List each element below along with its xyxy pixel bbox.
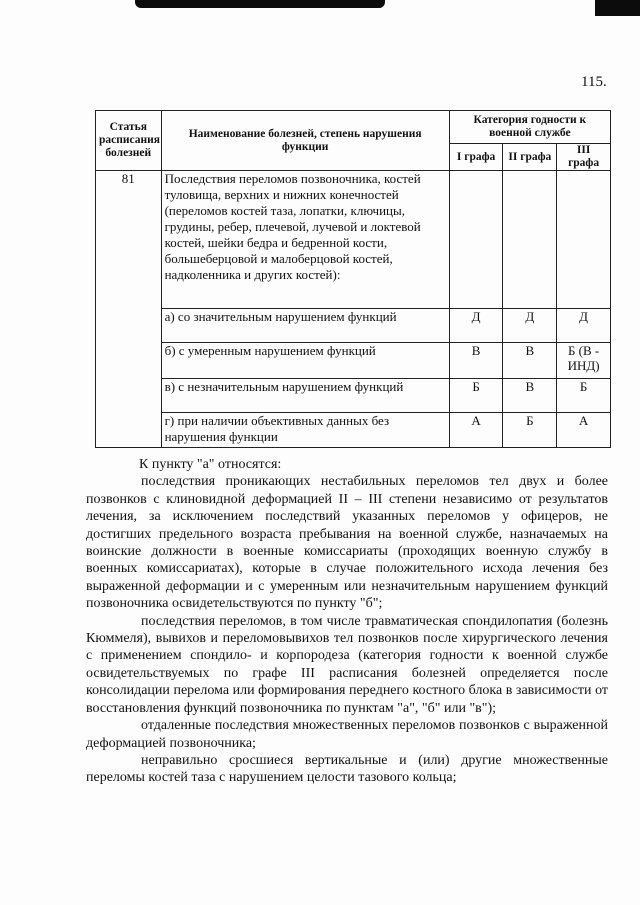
category-cell: В bbox=[503, 379, 557, 413]
paragraph: последствия переломов, в том числе травматическая спондилопатия (болезнь Кюммеля), вывихов и переломовывихов тел позвонков после хирургического лечения с применением спондило- и корпородеза (категория годности к военной службе освидетельствуемых по графе III расписания болезней определяется после консолидации перелома или формирования переднего костного блока в зависимости от восстановления функций позвоночника по пунктам "а", "б" или "в"); bbox=[86, 613, 608, 716]
row-label: в) с незначительным нарушением функций bbox=[161, 379, 449, 413]
category-cell: Д bbox=[557, 309, 611, 343]
scan-artifact-top bbox=[135, 0, 385, 8]
paragraph-intro: К пункту "а" относятся: bbox=[139, 457, 282, 472]
category-cell: Б (В - ИНД) bbox=[557, 343, 611, 379]
body-text bbox=[86, 456, 608, 787]
category-cell: Д bbox=[503, 309, 557, 343]
category-cell: В bbox=[503, 343, 557, 379]
header-column-1: I графа bbox=[449, 144, 503, 171]
table-row bbox=[96, 171, 611, 309]
table-row bbox=[96, 343, 611, 379]
paragraph: отдаленные последствия множественных переломов позвонков с выраженной деформацией позвоночника; bbox=[86, 718, 608, 751]
paragraph: последствия проникающих нестабильных переломов тел двух и более позвонков с клиновидной деформацией II – III степени независимо от результатов лечения, за исключением последствий указанных переломов у офицеров, не достигших предельного возраста пребывания на военной службе, назначаемых на воинские должности в военные комиссариаты (проходящих военную службу в военных комиссариатах), которые в случае положительного исхода лечения без выраженной деформации и с умеренным или незначительным нарушением функций позвоночника освидетельствуются по пункту "б"; bbox=[86, 474, 608, 612]
header-column-3: III графа bbox=[557, 144, 611, 171]
table-row bbox=[96, 309, 611, 343]
category-cell: А bbox=[449, 413, 503, 448]
header-column-2: II графа bbox=[503, 144, 557, 171]
category-cell: Б bbox=[449, 379, 503, 413]
category-cell: Б bbox=[503, 413, 557, 448]
category-cell: В bbox=[449, 343, 503, 379]
row-label: а) со значительным нарушением функций bbox=[161, 309, 449, 343]
header-category: Категория годности к военной службе bbox=[449, 111, 610, 144]
article-number: 81 bbox=[96, 171, 162, 448]
header-disease-name: Наименование болезней, степень нарушения функции bbox=[161, 111, 449, 171]
category-cell: Д bbox=[449, 309, 503, 343]
main-description: Последствия переломов позвоночника, костей туловища, верхних и нижних конечностей (переломов костей таза, лопатки, ключицы, грудины, ребер, плечевой, лучевой и локтевой костей, шейки бедра и бедренной кости, большеберцовой и малоберцовой костей, надколенника и других костей): bbox=[161, 171, 449, 309]
disease-category-table bbox=[95, 110, 611, 448]
paragraph: неправильно сросшиеся вертикальные и (или) другие множественные переломы костей таза с нарушением целости тазового кольца; bbox=[86, 752, 608, 786]
category-cell: А bbox=[557, 413, 611, 448]
row-label: б) с умеренным нарушением функций bbox=[161, 343, 449, 379]
row-label: г) при наличии объективных данных без нарушения функции bbox=[161, 413, 449, 448]
table-row bbox=[96, 379, 611, 413]
header-article: Статья расписания болезней bbox=[96, 111, 162, 171]
page-number: 115. bbox=[581, 74, 607, 90]
category-cell: Б bbox=[557, 379, 611, 413]
scan-artifact-corner bbox=[595, 0, 640, 16]
table-row bbox=[96, 413, 611, 448]
